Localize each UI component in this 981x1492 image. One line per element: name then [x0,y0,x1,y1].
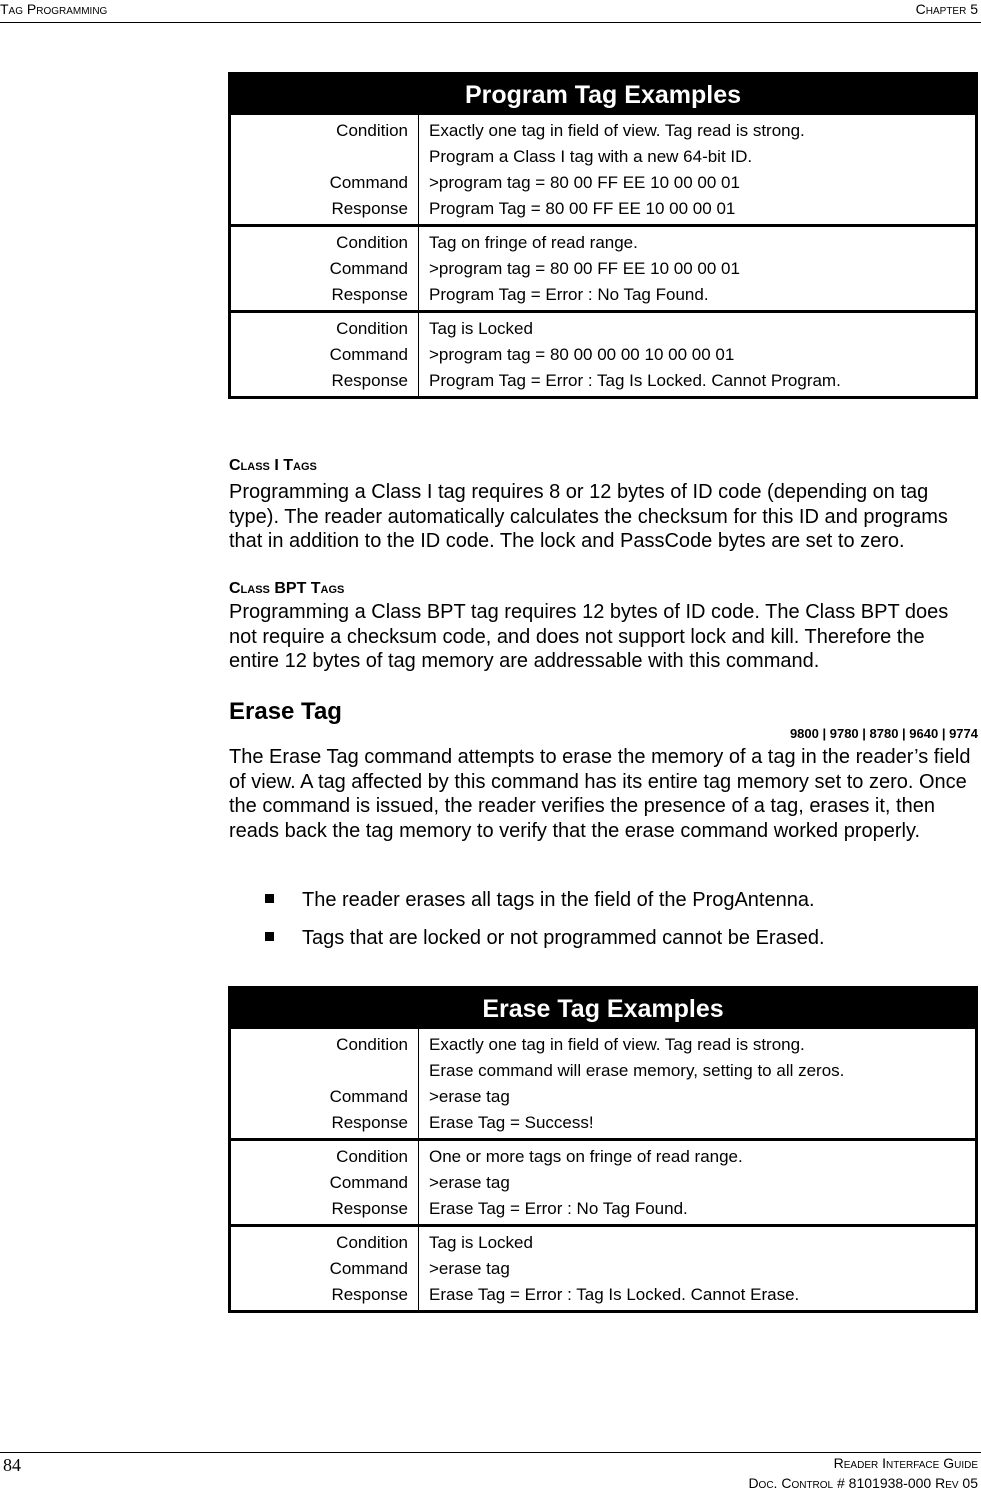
row-label [231,1058,408,1084]
row-value: >erase tag [429,1173,510,1192]
row-label: Response [331,199,408,218]
row-label: Condition [336,233,408,252]
row-value: >program tag = 80 00 00 00 10 00 00 01 [429,345,735,364]
example-values [419,1029,975,1138]
row-value: Program Tag = 80 00 FF EE 10 00 00 01 [429,199,736,218]
row-label: Command [329,1259,408,1278]
row-label: Condition [336,1147,408,1166]
row-label: Condition [336,121,408,140]
row-value: Program Tag = Error : No Tag Found. [429,285,709,304]
class-i-tags-paragraph: Programming a Class I tag requires 8 or 12 bytes of ID code (depending on tag type). The reader automatically calculates the checksum for this ID and programs that in addition to the ID code. The lock and PassCode bytes are set to zero. [229,481,948,552]
row-value: One or more tags on fringe of read range. [429,1147,743,1166]
example-values [419,1227,975,1310]
row-value: Exactly one tag in field of view. Tag read is strong. [429,1035,805,1054]
example-group [231,1138,975,1224]
row-label: Command [329,345,408,364]
erase-tag-heading: Erase Tag [229,698,342,725]
example-values [419,313,975,396]
class-bpt-tags-paragraph: Programming a Class BPT tag requires 12 bytes of ID code. The Class BPT does not require a checksum code, and does not support lock and kill. Therefore the entire 12 bytes of tag memory are addressable with this command. [229,601,949,672]
row-value: >erase tag [429,1087,510,1106]
row-label: Response [331,1285,408,1304]
example-group [231,310,975,396]
row-value: Program Tag = Error : Tag Is Locked. Cannot Program. [429,371,841,390]
row-value: Erase Tag = Success! [429,1113,594,1132]
row-label: Response [331,371,408,390]
supported-models: 9800 | 9780 | 8780 | 9640 | 9774 [789,726,978,741]
example-group [231,1029,975,1138]
header-chapter: Chapter 5 [915,1,978,17]
header-section-title: Tag Programming [0,1,108,17]
example-values [419,1141,975,1224]
example-labels [231,1141,419,1224]
row-value: Exactly one tag in field of view. Tag read is strong. [429,121,805,140]
row-value: Program a Class I tag with a new 64-bit ID. [429,147,753,166]
class-bpt-tags-heading: Class BPT Tags [229,580,345,597]
example-labels [231,1227,419,1310]
row-label: Condition [336,1035,408,1054]
row-value: Tag is Locked [429,319,533,338]
bullet-item: Tags that are locked or not programmed cannot be Erased. [265,927,825,950]
bullet-item: The reader erases all tags in the field of the ProgAntenna. [265,889,815,912]
example-values [419,115,975,224]
row-value: Erase command will erase memory, setting to all zeros. [429,1061,845,1080]
example-group [231,1224,975,1310]
example-labels [231,1029,419,1138]
row-label: Response [331,1199,408,1218]
row-label: Condition [336,1233,408,1252]
row-value: Erase Tag = Error : No Tag Found. [429,1199,688,1218]
row-label: Command [329,173,408,192]
row-value: Erase Tag = Error : Tag Is Locked. Cannot Erase. [429,1285,800,1304]
row-label [231,144,408,170]
row-value: >program tag = 80 00 FF EE 10 00 00 01 [429,259,740,278]
bullet-square-icon [265,894,274,903]
example-values [419,227,975,310]
example-labels [231,227,419,310]
row-label: Response [331,285,408,304]
class-i-tags-heading: Class I Tags [229,457,317,474]
row-value: >erase tag [429,1259,510,1278]
example-group [231,224,975,310]
erase-tag-paragraph: The Erase Tag command attempts to erase the memory of a tag in the reader’s field of view. A tag affected by this command has its entire tag memory set to zero. Once the command is issued, the reader verifies the presence of a tag, erases it, then reads back the tag memory to verify that the erase command worked properly. [229,746,971,842]
program-tag-examples-table [228,72,978,399]
row-label: Command [329,1087,408,1106]
bullet-square-icon [265,932,274,941]
row-label: Condition [336,319,408,338]
example-labels [231,313,419,396]
doc-control: Doc. Control # 8101938-000 Rev 05 [748,1475,978,1491]
example-group [231,115,975,224]
row-value: Tag on fringe of read range. [429,233,638,252]
page-header [0,0,981,23]
example-labels [231,115,419,224]
page-number: 84 [3,1455,21,1475]
page-footer [0,1452,981,1491]
row-label: Response [331,1113,408,1132]
row-value: Tag is Locked [429,1233,533,1252]
erase-tag-examples-table [228,986,978,1313]
table-title: Program Tag Examples [231,75,975,115]
row-value: >program tag = 80 00 FF EE 10 00 00 01 [429,173,740,192]
guide-title: Reader Interface Guide [833,1455,978,1471]
table-title: Erase Tag Examples [231,989,975,1029]
row-label: Command [329,259,408,278]
row-label: Command [329,1173,408,1192]
